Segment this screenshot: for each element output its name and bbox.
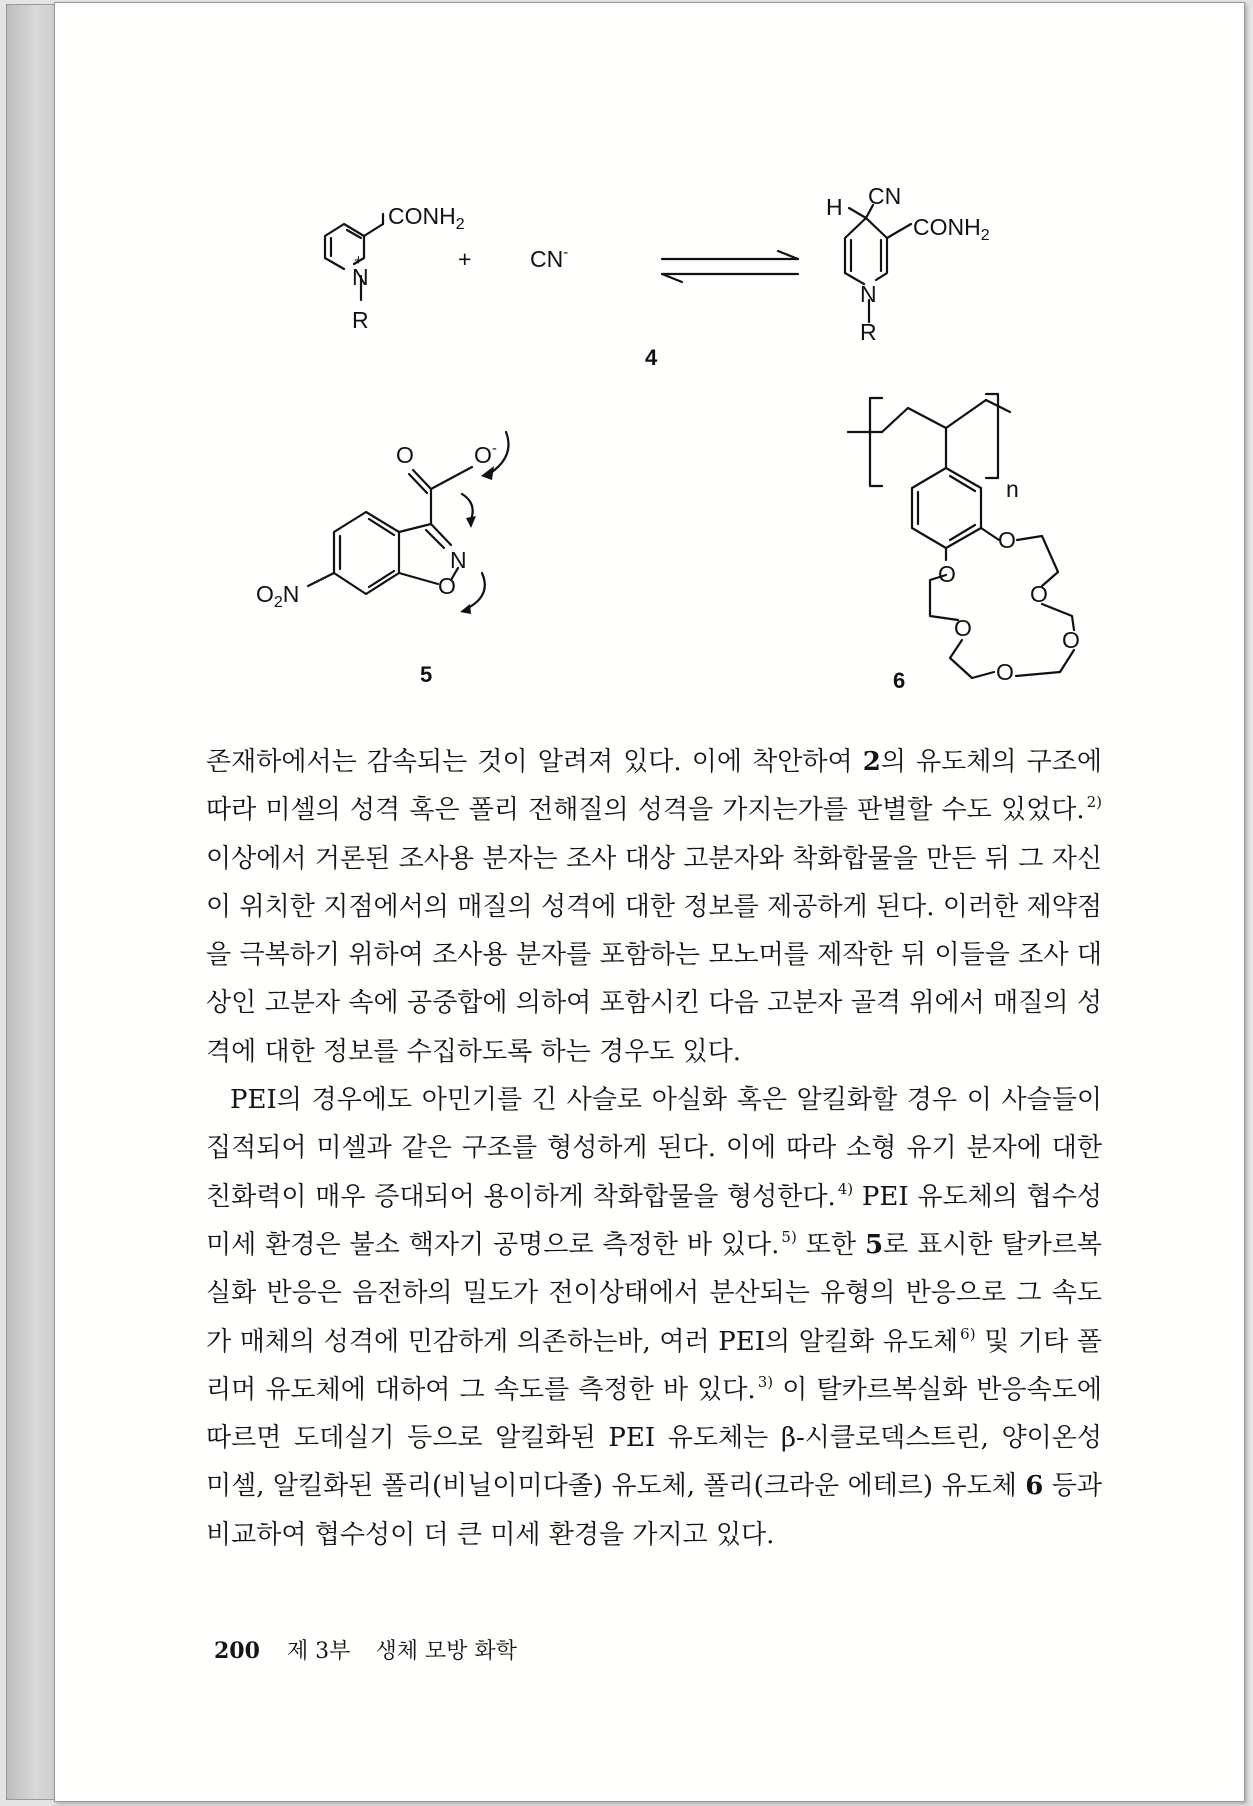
cn-label: CN	[868, 183, 902, 209]
compound-ref-5: 5	[865, 1229, 884, 1260]
page-number: 200	[214, 1638, 260, 1664]
text-run: 이상에서 거론된 조사용 분자는 조사 대상 고분자와 착화합물을 만든 뒤 그 자신이 위치한 지점에서의 매질의 성격에 대한 정보를 제공하게 된다. 이러한 제약점을 극복하기 위하여 조사용 분자를 포함하는 모노머를 제작한 뒤 이들을 조사 대상인 고분자 속에 공중합에 의하여 포함시킨 다음 고분자 골격 위에서 매질의 성격에 대한 정보를 수집하도록 하는 경우도 있다.	[206, 843, 1102, 1067]
ether-o-4: O	[954, 615, 972, 641]
footnote-ref: 3)	[757, 1372, 774, 1391]
text-run: 존재하에서는 감속되는 것이 알려져 있다. 이에 착안하여	[206, 747, 863, 777]
pyridinium-n-label: N	[352, 264, 369, 290]
compound-ref-2: 2	[862, 747, 881, 777]
h-label: H	[826, 194, 843, 220]
ether-o-6: O	[996, 659, 1014, 685]
cyanide-label: CN-	[530, 244, 569, 272]
ether-o-2: O	[938, 561, 956, 587]
chapter-label: 생체 모방 화학	[375, 1639, 517, 1664]
body-text	[206, 738, 1102, 1559]
part-label: 제 3부	[286, 1639, 351, 1664]
repeat-unit-n-label: n	[1006, 476, 1019, 502]
text-run: PEI의 경우에도 아민기를 긴 사슬로 아실화 혹은 알킬화할 경우 이 사슬들이 집적되어 미셀과 같은 구조를 형성하게 된다. 이에 따라 소형 유기 분자에 대한 친화력이 매우 증대되어 용이하게 착화합물을 형성한다.	[206, 1085, 1102, 1212]
equilibrium-arrow	[662, 251, 798, 282]
footnote-ref: 4)	[837, 1179, 854, 1198]
text-run: 및 기타 폴리머 유도체에 대하여 그 속도를 측정한 바 있다.	[206, 1326, 1102, 1405]
dihydropyridine-n-label: N	[860, 281, 877, 307]
carbonyl-o-label: O	[396, 442, 414, 468]
r-group-label-right: R	[860, 319, 877, 345]
isoxazole-n-label: N	[450, 547, 467, 573]
text-run: 또한	[796, 1229, 866, 1260]
nitro-group-label: $O_2N$	[256, 581, 300, 611]
compound-ref-6: 6	[1025, 1471, 1044, 1502]
arrowheads	[460, 466, 494, 614]
oxyanion-label: O-	[474, 440, 497, 468]
positive-charge-label: +	[354, 252, 363, 269]
text-run: 등과 비교하여 협수성이 더 큰 미세 환경을 가지고 있다.	[206, 1471, 1102, 1550]
text-run: 로 표시한 탈카르복실화 반응은 음전하의 밀도가 전이상태에서 분산되는 유형의 반응으로 그 속도가 매체의 성격에 민감하게 의존하는바, 여러 PEI의 알킬화 유도체	[206, 1229, 1102, 1357]
page-footer	[214, 1634, 517, 1665]
r-group-label-left: R	[352, 307, 369, 333]
plus-sign: +	[458, 246, 472, 272]
ether-o-5: O	[1062, 627, 1080, 653]
chemical-figure	[0, 0, 1253, 720]
text-run: 의 유도체의 구조에 따라 미셀의 성격 혹은 폴리 전해질의 성격을 가지는가를 판별할 수도 있었다.	[206, 747, 1102, 826]
footnote-ref: 6)	[960, 1324, 976, 1343]
ether-o-3: O	[1030, 581, 1048, 607]
text-run: PEI 유도체의 협수성 미세 환경은 불소 핵자기 공명으로 측정한 바 있다.	[206, 1181, 1102, 1260]
footnote-ref: 2)	[1086, 793, 1102, 812]
conh2-label-left: $CONH_2$	[388, 203, 465, 233]
text-run: 이 탈카르복실화 반응속도에 따르면 도데실기 등으로 알킬화된 PEI 유도체는 β-시클로덱스트린, 양이온성 미셀, 알킬화된 폴리(비닐이미다졸) 유도체, 폴리(크라운 에테르) 유도체	[206, 1374, 1103, 1502]
compound-number-5: 5	[420, 662, 433, 687]
isoxazole-o-label: O	[438, 573, 456, 599]
paragraph-2	[206, 1076, 1102, 1559]
conh2-label-right: $CONH_2$	[913, 214, 990, 244]
paragraph-1	[206, 738, 1102, 1076]
ether-o-1: O	[998, 527, 1016, 553]
footnote-ref: 5)	[781, 1227, 797, 1246]
compound-number-4: 4	[645, 345, 658, 370]
dihydropyridine-ring	[845, 205, 911, 322]
compound-number-6: 6	[893, 668, 906, 693]
